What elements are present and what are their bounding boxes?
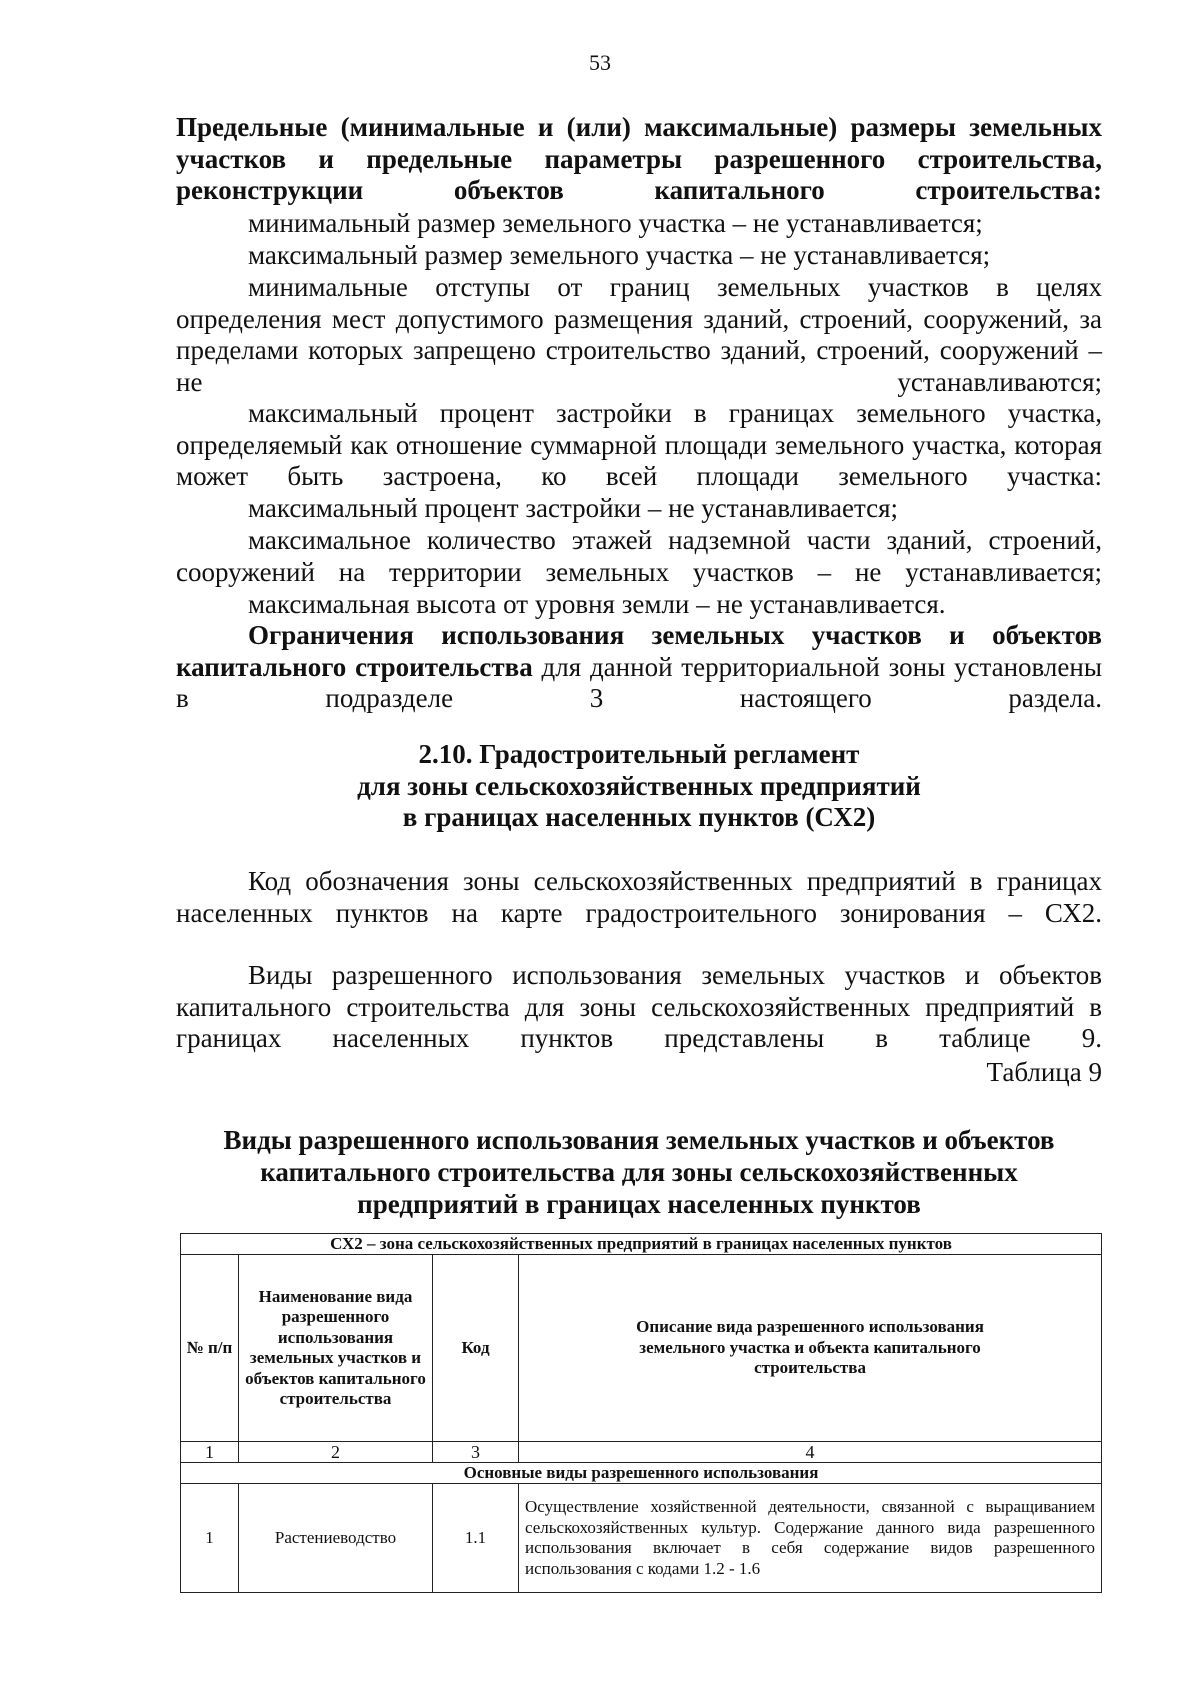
table-title [176,1124,1102,1220]
limit-coverage-definition: максимальный процент застройки в границах земельного участка, определяемый как отношение суммарной площади земельного участка, которая может быть застроена, ко всей площади земельного участка: [176,398,1102,492]
page-number: 53 [589,50,611,75]
limit-min-size: минимальный размер земельного участка – не устанавливается; [248,208,983,238]
permitted-uses-paragraph: Виды разрешенного использования земельных участков и объектов капитального строительства для зоны сельскохозяйственных предприятий в границах населенных пунктов представлены в таблице 9. [176,960,1102,1054]
row-code: 1.1 [433,1484,519,1593]
table-caption: Таблица 9 [986,1057,1102,1087]
zone-row-cell: СХ2 – зона сельскохозяйственных предприятий в границах населенных пунктов [181,1234,1102,1255]
header-name: Наименование вида разрешенного использования земельных участков и объектов капитального строительства [239,1255,433,1442]
table-title-line: предприятий в границах населенных пунктов [357,1189,921,1219]
column-number: 4 [519,1442,1102,1463]
limit-max-size: максимальный размер земельного участка – не устанавливается; [248,240,991,270]
restrictions-paragraph [176,620,1102,715]
column-number: 2 [239,1442,433,1463]
limit-setbacks: минимальные отступы от границ земельных участков в целях определения мест допустимого размещения зданий, строений, сооружений, за пределами которых запрещено строительство зданий, строений, сооружений – не устанавливаются; [176,272,1102,398]
header-num: № п/п [181,1255,239,1442]
column-number: 1 [181,1442,239,1463]
restrictions-bold: Ограничения использования земельных участков и объектов капитального строительства [176,620,1102,682]
row-desc: Осуществление хозяйственной деятельности, связанной с выращиванием сельскохозяйственных культур. Содержание данного вида разрешенного использования включает в себя содержание видов разрешенного использования с кодами 1.2 - 1.6 [519,1484,1102,1593]
subheader-row [181,1463,1102,1484]
limit-coverage: максимальный процент застройки – не устанавливается; [248,493,899,523]
table-row [181,1484,1102,1593]
section-title-line: 2.10. Градостроительный регламент [418,739,860,769]
header-code: Код [433,1255,519,1442]
restrictions-rest: для данной территориальной зоны установлены в подразделе 3 настоящего раздела. [176,651,1102,714]
header-desc: Описание вида разрешенного использования земельного участка и объекта капитального строительства [519,1255,1102,1442]
column-number-row [181,1442,1102,1463]
section-title-line: для зоны сельскохозяйственных предприятий [357,770,921,801]
subheader-cell: Основные виды разрешенного использования [181,1463,1102,1484]
column-number: 3 [433,1442,519,1463]
section-title [176,739,1102,834]
table-title-line: Виды разрешенного использования земельных участков и объектов [223,1125,1055,1155]
zone-code-paragraph: Код обозначения зоны сельскохозяйственных предприятий в границах населенных пунктов на карте градостроительного зонирования – СХ2. [176,866,1102,928]
header-row [181,1255,1102,1442]
table-title-line: капитального строительства для зоны сельскохозяйственных [260,1157,1018,1187]
row-name: Растениеводство [239,1484,433,1593]
limit-floors: максимальное количество этажей надземной части зданий, строений, сооружений на территории земельных участков – не устанавливается; [176,525,1102,587]
limit-height: максимальная высота от уровня земли – не устанавливается. [248,589,946,619]
permitted-uses-table [180,1233,1102,1593]
row-num: 1 [181,1484,239,1593]
section-title-line: в границах населенных пунктов (СХ2) [402,802,876,832]
zone-row [181,1234,1102,1255]
limits-heading: Предельные (минимальные и (или) максимальные) размеры земельных участков и предельные параметры разрешенного строительства, реконструкции объектов капитального строительства: [176,112,1102,206]
